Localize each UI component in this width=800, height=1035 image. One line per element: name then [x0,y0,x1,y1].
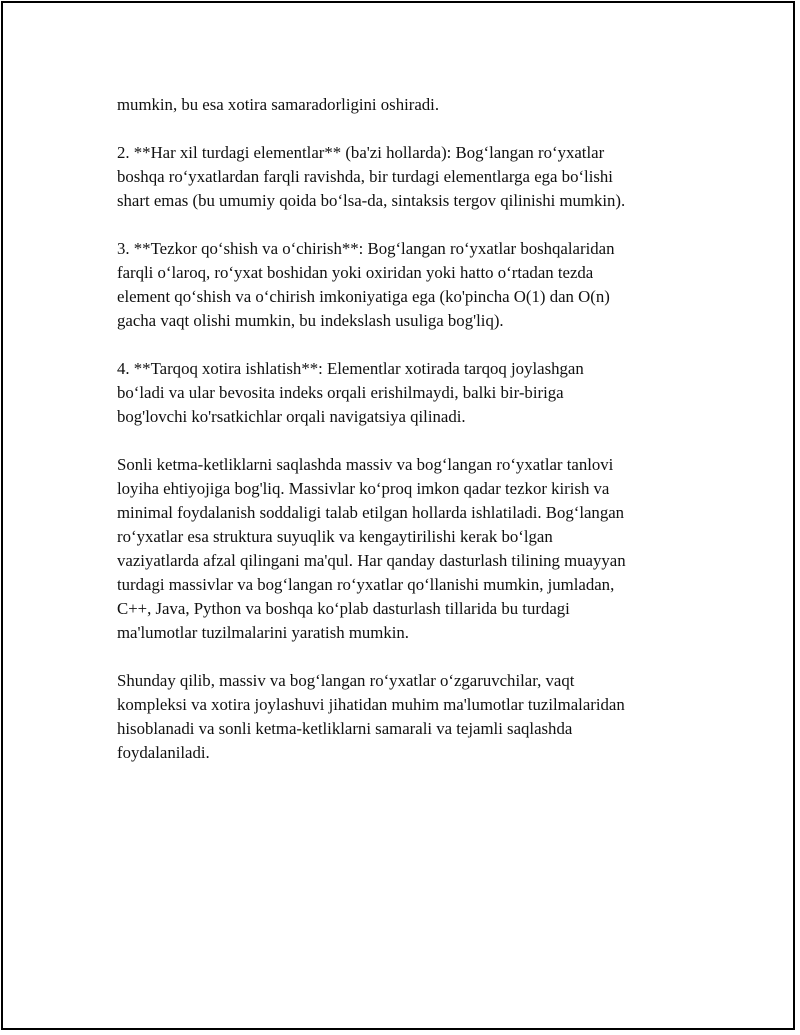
text-line: hisoblanadi va sonli ketma-ketliklarni samarali va tejamli saqlashda [117,719,573,738]
text-line: foydalaniladi. [117,743,210,762]
text-line: ma'lumotlar tuzilmalarini yaratish mumkin. [117,623,409,642]
text-line: bo‘ladi va ular bevosita indeks orqali erishilmaydi, balki bir-biriga [117,383,564,402]
text-line: ro‘yxatlar esa struktura suyuqlik va kengaytirilishi kerak bo‘lgan [117,527,553,546]
text-line: C++, Java, Python va boshqa ko‘plab dasturlash tillarida bu turdagi [117,599,570,618]
text-line: boshqa ro‘yxatlardan farqli ravishda, bir turdagi elementlarga ega bo‘lishi [117,167,613,186]
paragraph-conclusion [117,669,687,765]
text-line: gacha vaqt olishi mumkin, bu indekslash usuliga bog'liq). [117,311,504,330]
text-line: vaziyatlarda afzal qilingani ma'qul. Har qanday dasturlash tilining muayyan [117,551,626,570]
text-line: 2. **Har xil turdagi elementlar** (ba'zi hollarda): Bog‘langan ro‘yxatlar [117,143,605,162]
text-line: kompleksi va xotira joylashuvi jihatidan muhim ma'lumotlar tuzilmalaridan [117,695,625,714]
text-line: 4. **Tarqoq xotira ishlatish**: Elementlar xotirada tarqoq joylashgan [117,359,584,378]
paragraph-point-4 [117,357,687,429]
text-line: bog'lovchi ko'rsatkichlar orqali navigatsiya qilinadi. [117,407,466,426]
text-line: Shunday qilib, massiv va bog‘langan ro‘yxatlar o‘zgaruvchilar, vaqt [117,671,575,690]
text-line: loyiha ehtiyojiga bog'liq. Massivlar ko‘proq imkon qadar tezkor kirish va [117,479,610,498]
text-line: shart emas (bu umumiy qoida bo‘lsa-da, sintaksis tergov qilinishi mumkin). [117,191,626,210]
paragraph-comparison [117,453,687,645]
paragraph-point-2 [117,141,687,213]
document-body [117,93,687,789]
text-line: 3. **Tezkor qo‘shish va o‘chirish**: Bog‘langan ro‘yxatlar boshqalaridan [117,239,615,258]
text-line: Sonli ketma-ketliklarni saqlashda massiv va bog‘langan ro‘yxatlar tanlovi [117,455,614,474]
text-line: farqli o‘laroq, ro‘yxat boshidan yoki oxiridan yoki hatto o‘rtadan tezda [117,263,594,282]
paragraph-continuation [117,93,687,117]
paragraph-point-3 [117,237,687,333]
text-line: element qo‘shish va o‘chirish imkoniyatiga ega (ko'pincha O(1) dan O(n) [117,287,610,306]
text-line: minimal foydalanish soddaligi talab etilgan hollarda ishlatiladi. Bog‘langan [117,503,625,522]
text-line: mumkin, bu esa xotira samaradorligini oshiradi. [117,95,440,114]
text-line: turdagi massivlar va bog‘langan ro‘yxatlar qo‘llanishi mumkin, jumladan, [117,575,615,594]
